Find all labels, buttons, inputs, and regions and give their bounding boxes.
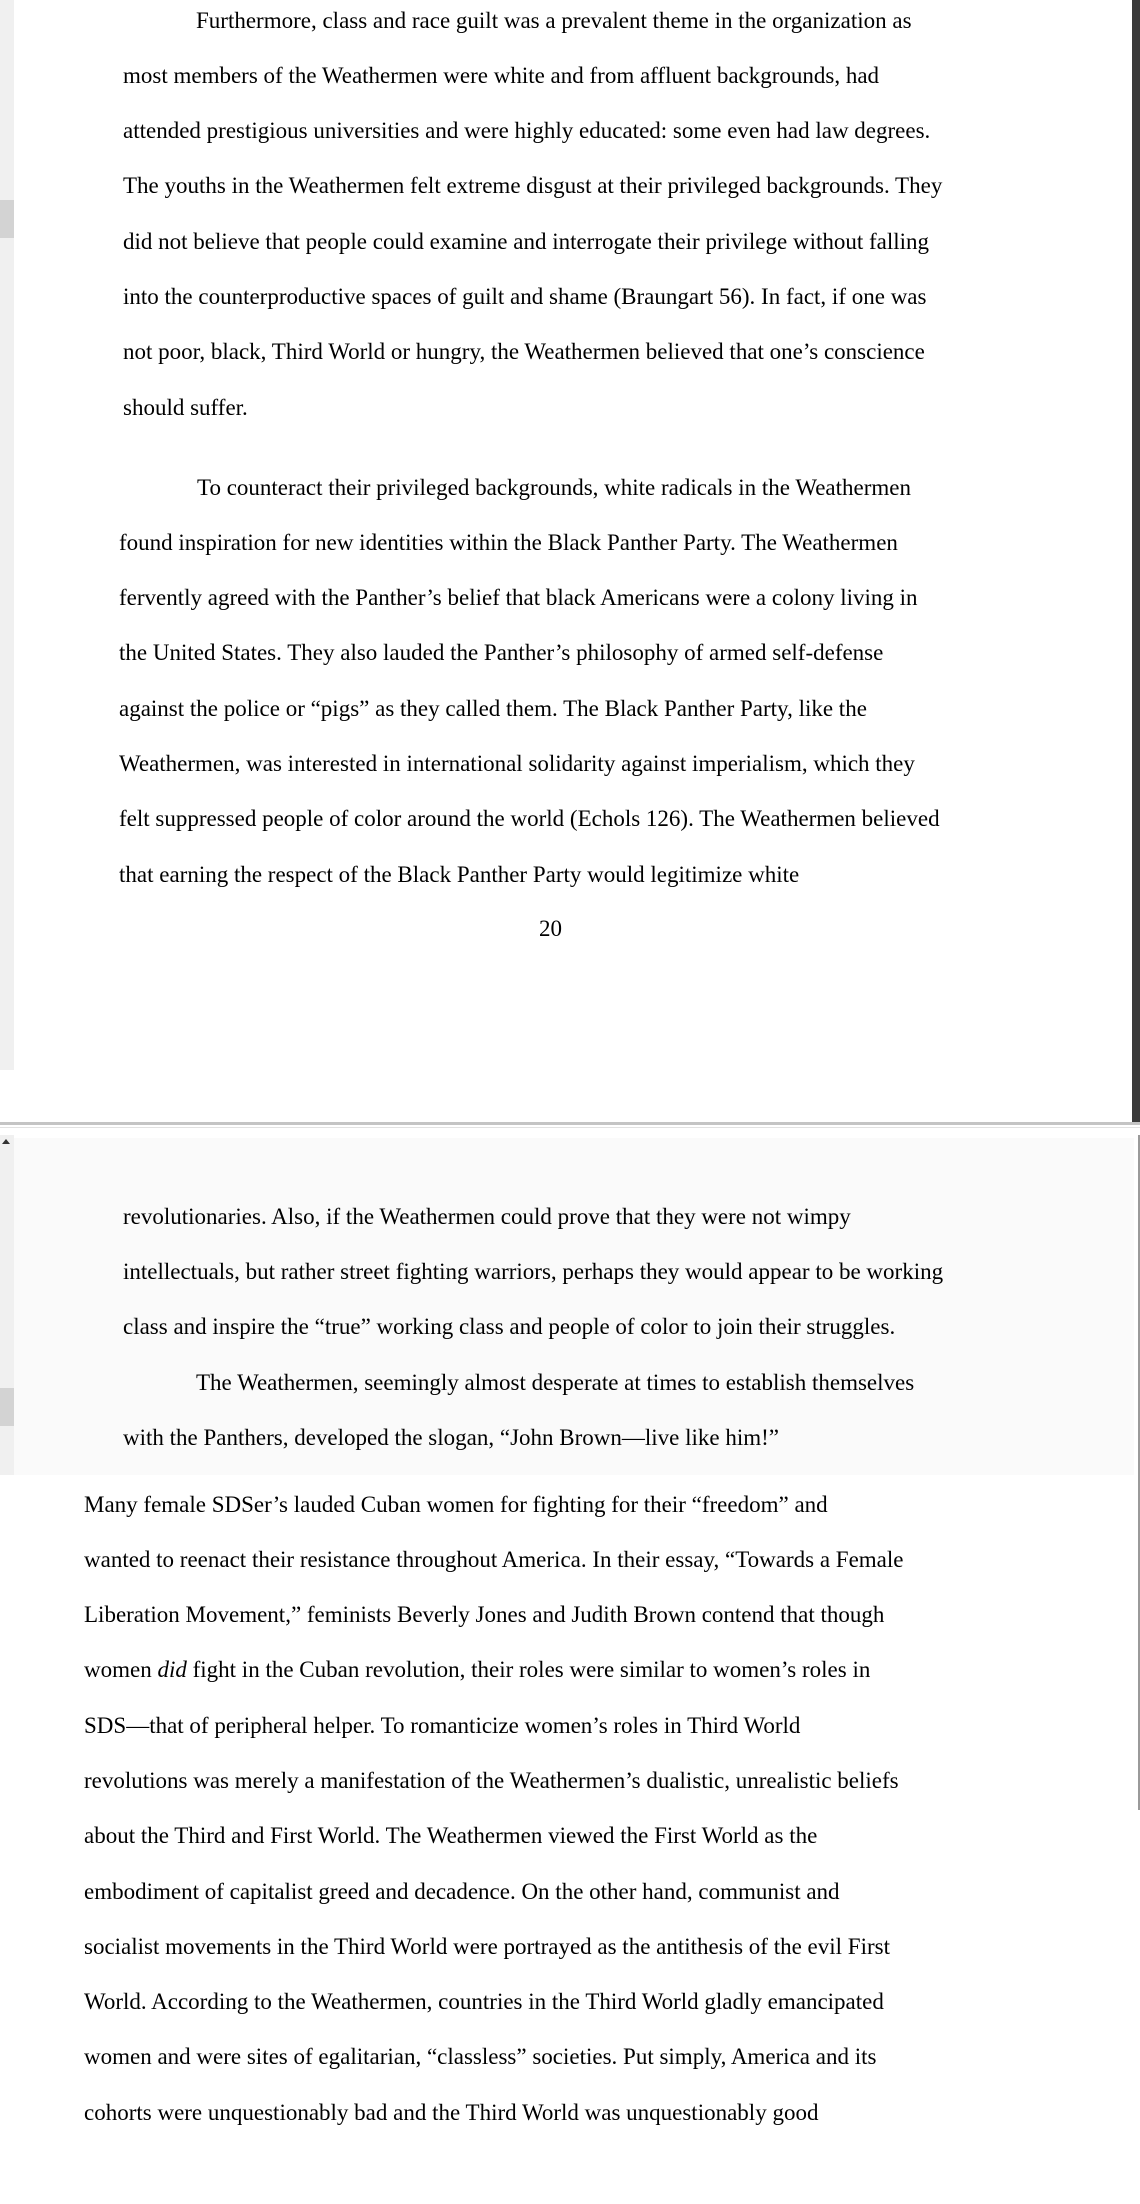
- page2-paragraph-2: [123, 1368, 1023, 1458]
- page-number: 20: [539, 916, 562, 941]
- text-line: did not believe that people could examine and interrogate their privilege without falling: [123, 229, 930, 254]
- text-line: revolutionaries. Also, if the Weathermen could prove that they were not wimpy: [123, 1204, 851, 1229]
- italic-emphasis: did: [157, 1657, 187, 1682]
- page1-paragraph-1: [123, 6, 1023, 426]
- text-line: Furthermore, class and race guilt was a prevalent theme in the organization as: [196, 8, 912, 33]
- text-line: into the counterproductive spaces of guilt and shame (Braungart 56). In fact, if one was: [123, 284, 927, 309]
- text-line: against the police or “pigs” as they called them. The Black Panther Party, like the: [119, 696, 867, 721]
- page1-paragraph-2: [119, 473, 1019, 893]
- text-line: about the Third and First World. The Weathermen viewed the First World as the: [84, 1823, 818, 1848]
- text-line: Weathermen, was interested in international solidarity against imperialism, which they: [119, 751, 915, 776]
- text-line: The Weathermen, seemingly almost desperate at times to establish themselves: [196, 1370, 915, 1395]
- text-line: intellectuals, but rather street fighting warriors, perhaps they would appear to be working: [123, 1259, 944, 1284]
- text-line: SDS—that of peripheral helper. To romanticize women’s roles in Third World: [84, 1713, 801, 1738]
- text-line: most members of the Weathermen were white and from affluent backgrounds, had: [123, 63, 880, 88]
- page2-paragraph-1: [123, 1202, 1023, 1352]
- text-line: that earning the respect of the Black Panther Party would legitimize white: [119, 862, 800, 887]
- gutter-marker-2[interactable]: [0, 1388, 14, 1426]
- text-line: Liberation Movement,” feminists Beverly Jones and Judith Brown contend that though: [84, 1602, 885, 1627]
- text-segment: women: [84, 1657, 158, 1682]
- text-line: World. According to the Weathermen, countries in the Third World gladly emancipated: [84, 1989, 884, 2014]
- left-gutter-page1: [0, 0, 14, 1070]
- text-line: Many female SDSer’s lauded Cuban women for fighting for their “freedom” and: [84, 1492, 828, 1517]
- text-line: attended prestigious universities and were highly educated: some even had law degrees.: [123, 118, 931, 143]
- text-line: The youths in the Weathermen felt extreme disgust at their privileged backgrounds. They: [123, 173, 943, 198]
- text-line: the United States. They also lauded the Panther’s philosophy of armed self-defense: [119, 640, 884, 665]
- text-line: To counteract their privileged backgrounds, white radicals in the Weathermen: [197, 475, 911, 500]
- page-separator-shadow: [0, 1127, 1140, 1128]
- text-line: should suffer.: [123, 395, 248, 420]
- text-segment: fight in the Cuban revolution, their roles were similar to women’s roles in: [186, 1657, 871, 1682]
- text-line: revolutions was merely a manifestation of the Weathermen’s dualistic, unrealistic beliefs: [84, 1768, 899, 1793]
- text-line: fervently agreed with the Panther’s belief that black Americans were a colony living in: [119, 585, 918, 610]
- text-line: class and inspire the “true” working class and people of color to join their struggles.: [123, 1314, 896, 1339]
- text-line-with-italic: [84, 1655, 870, 1685]
- text-line: cohorts were unquestionably bad and the Third World was unquestionably good: [84, 2100, 819, 2125]
- text-line: felt suppressed people of color around the world (Echols 126). The Weathermen believed: [119, 806, 940, 831]
- text-line: wanted to reenact their resistance throughout America. In their essay, “Towards a Female: [84, 1547, 904, 1572]
- text-line: with the Panthers, developed the slogan, “John Brown—live like him!”: [123, 1425, 780, 1450]
- text-line: not poor, black, Third World or hungry, the Weathermen believed that one’s conscience: [123, 339, 925, 364]
- text-line: socialist movements in the Third World were portrayed as the antithesis of the evil First: [84, 1934, 890, 1959]
- gutter-marker-1[interactable]: [0, 200, 14, 238]
- text-line: embodiment of capitalist greed and decadence. On the other hand, communist and: [84, 1879, 840, 1904]
- text-line: women and were sites of egalitarian, “classless” societies. Put simply, America and its: [84, 2044, 877, 2069]
- text-line: found inspiration for new identities within the Black Panther Party. The Weathermen: [119, 530, 898, 555]
- page2-paragraph-3: [84, 1490, 984, 2140]
- page-separator: [0, 1122, 1140, 1125]
- scroll-up-arrow-icon[interactable]: [2, 1139, 10, 1144]
- vertical-scrollbar[interactable]: [1132, 0, 1140, 1122]
